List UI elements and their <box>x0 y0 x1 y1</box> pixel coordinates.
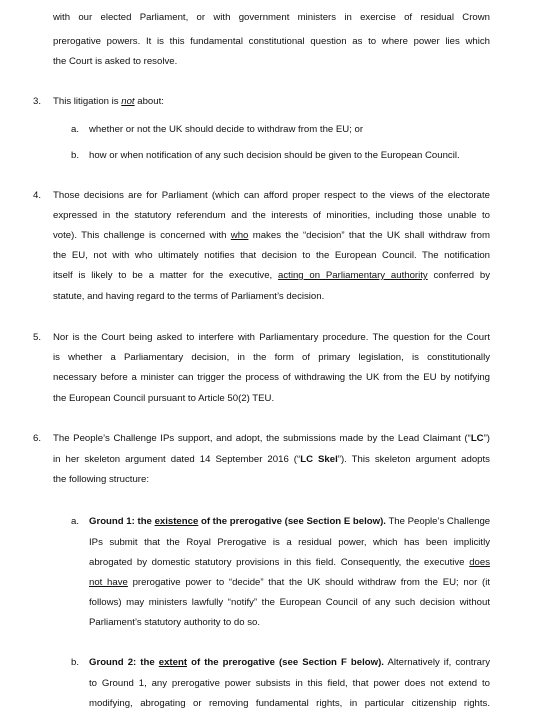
paragraph-5-number: 5. <box>33 332 42 343</box>
intro-line-2: prerogative powers. It is this fundamental constitutional question as to where power lies which <box>53 36 490 47</box>
ground-1-line-3 <box>89 557 490 569</box>
p3-lead-text-a: This litigation is <box>53 96 122 107</box>
p3-item-a-label: a. <box>71 124 80 135</box>
p5-line-3: necessary before a minister can trigger the process of withdrawing the UK from the EU by notifying <box>53 372 490 383</box>
ground-2-heading-a: Ground 2: the <box>89 657 159 668</box>
p5-line-4: the European Council pursuant to Article 50(2) TEU. <box>53 393 275 404</box>
p6-line-3: the following structure: <box>53 474 149 485</box>
p4-line-5-a: itself is likely to be a matter for the executive, <box>53 270 279 281</box>
p4-line-1: Those decisions are for Parliament (which can afford proper respect to the views of the electorate <box>53 190 490 201</box>
p6-line-2-c: ”). This skeleton argument adopts <box>337 454 490 465</box>
p4-line-5 <box>53 270 490 282</box>
ground-1-line-4 <box>89 577 490 589</box>
ground-2-line-1-rest: Alternatively if, contrary <box>383 657 490 668</box>
ground-1-line-5: follows) may ministers lawfully “notify” the European Council of any such decision without <box>89 597 490 608</box>
ground-2-line-1 <box>89 657 490 669</box>
ground-1-line-4-not-have: not have <box>89 577 128 588</box>
ground-1-heading <box>89 516 386 527</box>
ground-1-heading-existence: existence <box>154 516 199 527</box>
p6-line-1-c: ”) <box>483 433 490 444</box>
ground-1-line-3-a: abrogated by domestic statutory provisions in this field. Consequently, the executive <box>89 557 470 568</box>
p6-line-2 <box>53 454 490 466</box>
ground-2-heading-b: of the prerogative (see Section F below). <box>187 657 384 668</box>
p5-line-2: is whether a Parliamentary decision, in the form of primary legislation, is constitutionally <box>53 352 490 363</box>
paragraph-4-number: 4. <box>33 190 42 201</box>
p5-line-1: Nor is the Court being asked to interfere with Parliamentary procedure. The question for the Court <box>53 332 490 343</box>
ground-1-line-1 <box>89 516 490 528</box>
ground-1-line-4-b: prerogative power to “decide” that the UK should withdraw from the EU; nor (it <box>127 577 490 588</box>
intro-line-1: with our elected Parliament, or with government ministers in exercise of residual Crown <box>53 12 490 23</box>
p6-line-1-a: The People’s Challenge IPs support, and adopt, the submissions made by the Lead Claimant (“ <box>53 433 471 444</box>
p4-line-3-a: vote). This challenge is concerned with <box>53 230 231 241</box>
p4-line-3-b: makes the “decision” that the UK shall withdraw from <box>248 230 490 241</box>
ground-1-line-3-does: does <box>469 557 490 568</box>
p3-lead-text-b: about: <box>134 96 164 107</box>
p4-line-2: expressed in the statutory referendum and the interests of minorities, including those unable to <box>53 210 490 221</box>
ground-1-label: a. <box>71 516 80 527</box>
paragraph-6-number: 6. <box>33 433 42 444</box>
p6-lc-skel-abbrev: LC Skel <box>300 454 338 465</box>
ground-1-heading-a: Ground 1: the <box>89 516 155 527</box>
ground-1-line-2: IPs submit that the Royal Prerogative is a residual power, which has been implicitly <box>89 537 490 548</box>
p3-item-b-text: how or when notification of any such decision should be given to the European Council. <box>89 150 460 161</box>
p6-line-2-a: in her skeleton argument dated 14 September 2016 (“ <box>53 454 301 465</box>
intro-line-3: the Court is asked to resolve. <box>53 56 178 67</box>
p6-line-1 <box>53 433 490 445</box>
ground-2-heading <box>89 657 384 668</box>
p4-line-3-who: who <box>230 230 249 241</box>
paragraph-3-number: 3. <box>33 96 42 107</box>
p4-line-5-b: conferred by <box>427 270 490 281</box>
p4-line-4: the EU, not with who ultimately notifies that decision to the European Council. The notification <box>53 250 490 261</box>
ground-2-heading-extent: extent <box>158 657 188 668</box>
ground-1-line-6: Parliament’s statutory authority to do so. <box>89 617 260 628</box>
p4-line-6: statute, and having regard to the terms of Parliament’s decision. <box>53 291 325 302</box>
p3-item-a-text: whether or not the UK should decide to withdraw from the EU; or <box>89 124 364 135</box>
ground-2-line-3: modifying, abrogating or removing fundamental rights, in particular citizenship rights. <box>89 698 490 709</box>
paragraph-3-lead <box>53 96 164 108</box>
ground-2-line-2: to Ground 1, any prerogative power subsists in this field, that power does not extend to <box>89 678 490 689</box>
p4-line-3 <box>53 230 490 242</box>
p3-item-b-label: b. <box>71 150 80 161</box>
ground-1-line-1-rest: The People’s Challenge <box>385 516 491 527</box>
ground-2-label: b. <box>71 657 80 668</box>
p3-lead-not: not <box>121 96 135 107</box>
p4-line-5-underline: acting on Parliamentary authority <box>278 270 428 281</box>
p6-lc-abbrev: LC <box>470 433 484 444</box>
ground-1-heading-b: of the prerogative (see Section E below). <box>198 516 386 527</box>
